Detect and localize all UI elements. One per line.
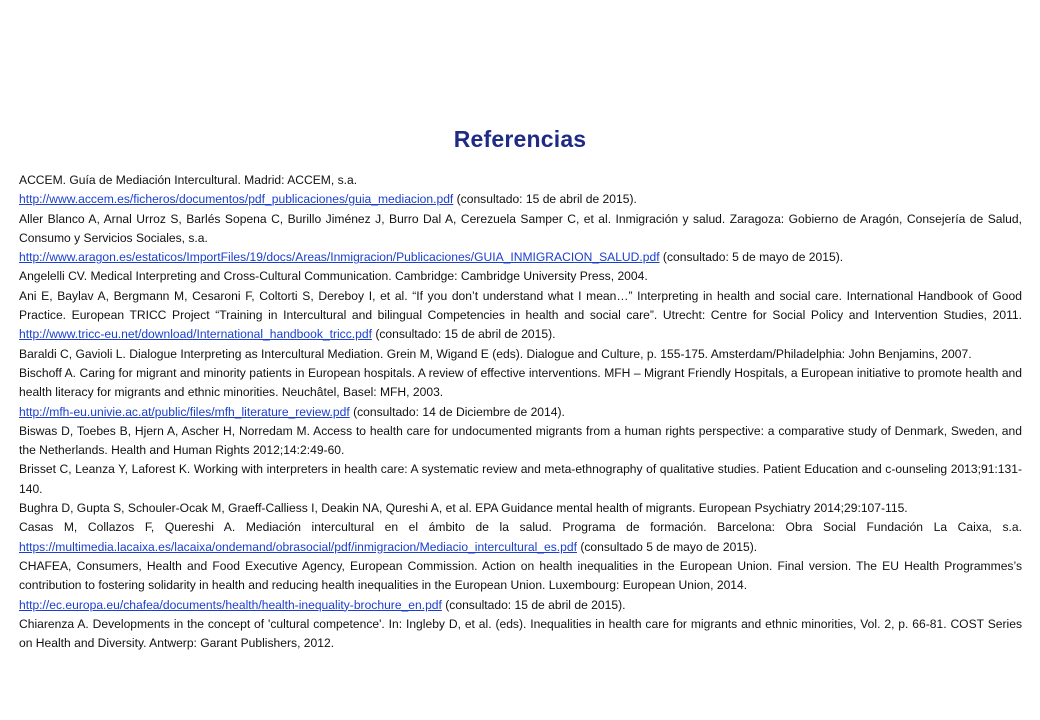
reference-list: [19, 171, 1022, 653]
reference-note: (consultado: 15 de abril de 2015).: [371, 327, 556, 342]
reference-item: [19, 190, 1022, 209]
reference-item: [19, 499, 1022, 518]
reference-item: [19, 248, 1022, 267]
reference-text: Baraldi C, Gavioli L. Dialogue Interpreting as Intercultural Mediation. Grein M, Wigand E (eds). Dialogue and Culture, p. 155-175. Amsterdam/Philadelphia: John Benjamins, 2007.: [19, 346, 972, 361]
reference-note: (consultado: 14 de Diciembre de 2014).: [349, 404, 565, 419]
reference-item: [19, 364, 1022, 403]
page-title: Referencias: [453, 126, 587, 152]
reference-link[interactable]: http://www.accem.es/ficheros/documentos/pdf_publicaciones/guia_mediacion.pdf: [19, 192, 454, 207]
reference-item: [19, 171, 1022, 190]
reference-text: CHAFEA, Consumers, Health and Food Executive Agency, European Commission. Action on health inequalities in the European Union. Final version. The EU Health Programmes’s contribution to fostering solidarity in health and reducing health inequalities in the European Union. Luxembourg: European Union, 2014.: [19, 558, 1022, 593]
reference-link[interactable]: http://ec.europa.eu/chafea/documents/health/health-inequality-brochure_en.pdf: [19, 597, 442, 612]
reference-link[interactable]: http://www.aragon.es/estaticos/ImportFiles/19/docs/Areas/Inmigracion/Publicaciones/GUIA_INMIGRACION_SALUD.pdf: [19, 250, 660, 265]
reference-note: (consultado: 15 de abril de 2015).: [453, 192, 637, 207]
reference-item: [19, 596, 1022, 615]
reference-text: Ani E, Baylav A, Bergmann M, Cesaroni F, Coltorti S, Dereboy I, et al. “If you don’t understand what I mean…” Interpreting in health and social care. International Handbook of Good Practice. European TRICC Project “Training in Intercultural and bilingual Competencies in health and social care”. Utrecht: Centre for Social Policy and Intervention Studies, 2011.: [19, 288, 1022, 323]
reference-item: [19, 345, 1022, 364]
reference-text: ACCEM. Guía de Mediación Intercultural. Madrid: ACCEM, s.a.: [19, 173, 358, 187]
reference-item: [19, 403, 1022, 422]
reference-text: Angelelli CV. Medical Interpreting and Cross-Cultural Communication. Cambridge: Cambridge University Press, 2004.: [19, 269, 648, 284]
reference-item: [19, 460, 1022, 499]
reference-item: [19, 267, 1022, 286]
reference-item: [19, 557, 1022, 596]
reference-item: [19, 518, 1022, 557]
reference-text: Aller Blanco A, Arnal Urroz S, Barlés Sopena C, Burillo Jiménez J, Burro Dal A, Cerezuela Samper C, et al. Inmigración y salud. Zaragoza: Gobierno de Aragón, Consejería de Salud, Consumo y Servicios Sociales, s.a.: [19, 211, 1022, 245]
reference-text: Brisset C, Leanza Y, Laforest K. Working with interpreters in health care: A systematic review and meta-ethnography of qualitative studies. Patient Education and c-ounseling 2013;91:131-140.: [19, 462, 1022, 496]
reference-note: (consultado 5 de mayo de 2015).: [576, 539, 758, 554]
reference-link[interactable]: http://www.tricc-eu.net/download/International_handbook_tricc.pdf: [19, 327, 372, 342]
reference-text: Bischoff A. Caring for migrant and minority patients in European hospitals. A review of effective interventions. MFH – Migrant Friendly Hospitals, a European initiative to promote health and health literacy for migrants and ethnic minorities. Neuchâtel, Basel: MFH, 2003.: [19, 365, 1022, 400]
reference-item: [19, 287, 1022, 345]
reference-text: Biswas D, Toebes B, Hjern A, Ascher H, Norredam M. Access to health care for undocumented migrants from a human rights perspective: a comparative study of Denmark, Sweden, and the Netherlands. Health and Human Rights 2012;14:2:49-60.: [19, 423, 1022, 458]
reference-text: Casas M, Collazos F, Quereshi A. Mediación intercultural en el ámbito de la salud. Programa de formación. Barcelona: Obra Social Fundación La Caixa, s.a.: [19, 520, 1022, 535]
reference-note: (consultado: 15 de abril de 2015).: [441, 597, 626, 612]
reference-item: [19, 615, 1022, 654]
reference-item: [19, 422, 1022, 461]
reference-item: [19, 210, 1022, 249]
reference-note: (consultado: 5 de mayo de 2015).: [659, 250, 844, 265]
reference-text: Chiarenza A. Developments in the concept of 'cultural competence'. In: Ingleby D, et al. (eds). Inequalities in health care for migrants and ethnic minorities, Vol. 2, p. 66-81. COST Series on Health and Diversity. Antwerp: Garant Publishers, 2012.: [19, 616, 1022, 651]
reference-link[interactable]: http://mfh-eu.univie.ac.at/public/files/mfh_literature_review.pdf: [19, 404, 350, 419]
reference-link[interactable]: https://multimedia.lacaixa.es/lacaixa/ondemand/obrasocial/pdf/inmigracion/Mediacio_intercultural_es.pdf: [19, 539, 577, 554]
reference-text: Bughra D, Gupta S, Schouler-Ocak M, Graeff-Calliess I, Deakin NA, Qureshi A, et al. EPA Guidance mental health of migrants. European Psychiatry 2014;29:107-115.: [19, 501, 908, 516]
